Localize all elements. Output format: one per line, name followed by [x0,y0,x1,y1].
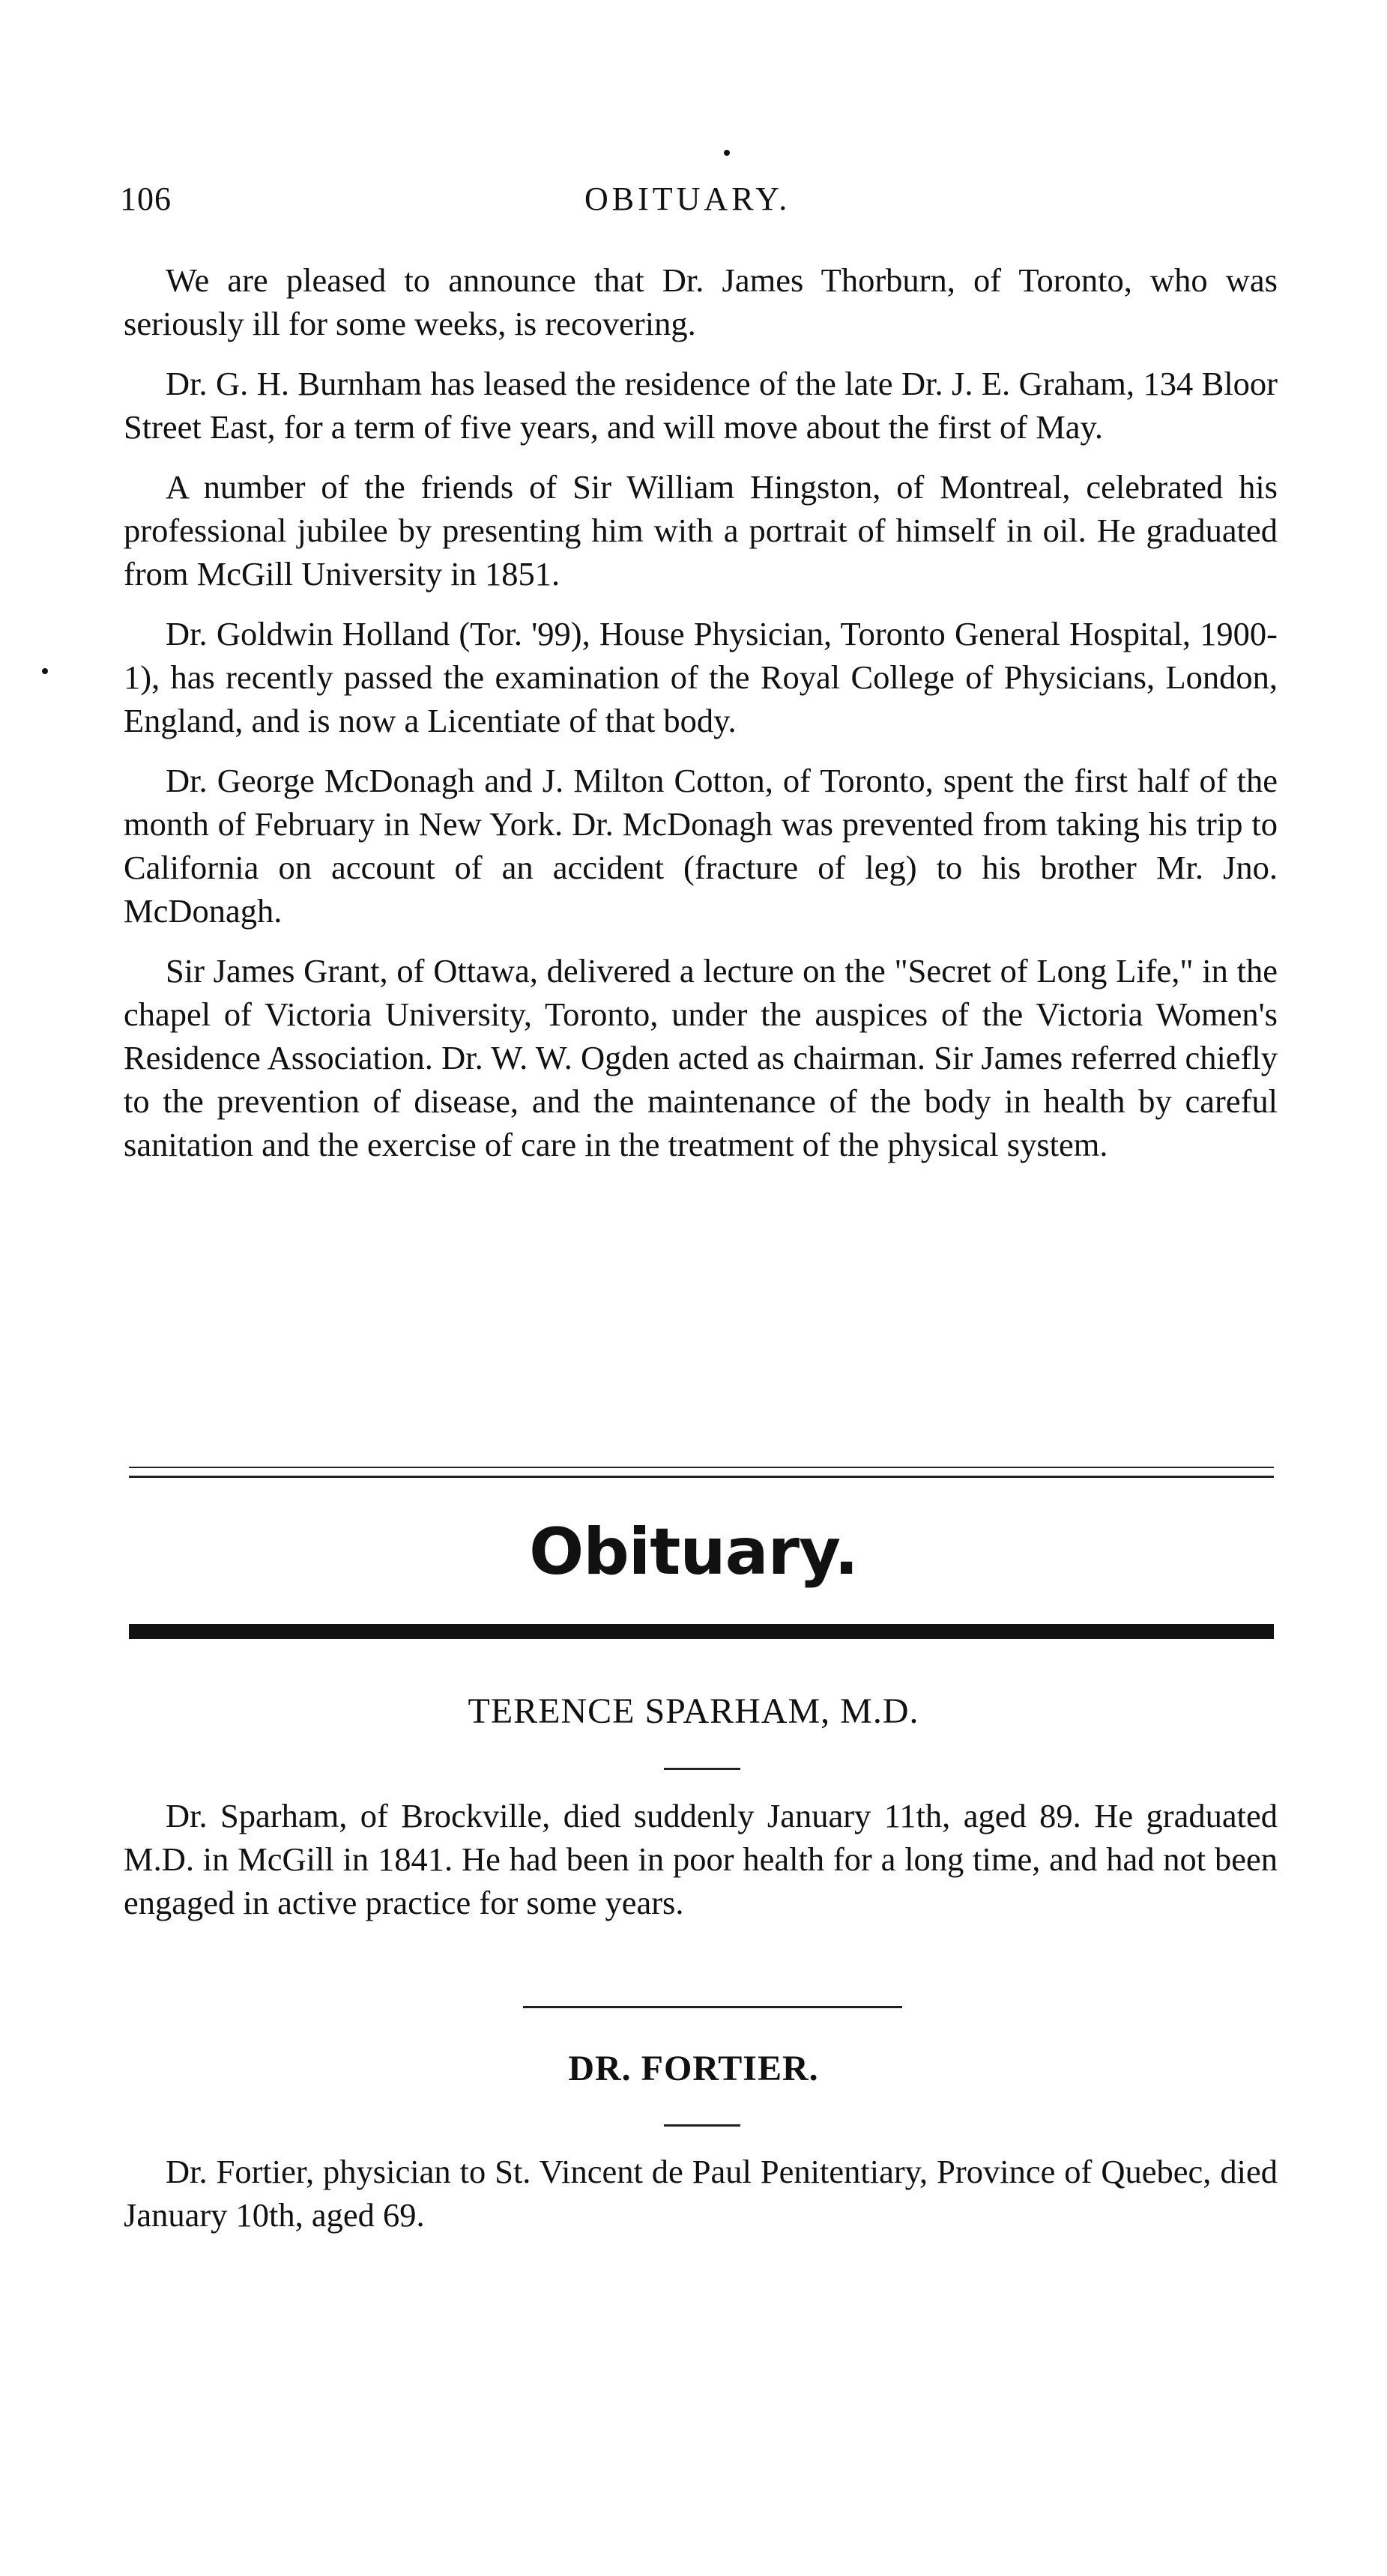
heading-rule [129,1624,1274,1639]
title-rule [664,2124,740,2127]
paragraph-holland: Dr. Goldwin Holland (Tor. '99), House Physician, Toronto General Hospital, 1900-1), has recently passed the examination of the Royal College of Physicians, London, England, and is now a Licentiate of that body. [124,615,1278,739]
paragraph-burnham: Dr. G. H. Burnham has leased the residence of the late Dr. J. E. Graham, 134 Bloor Street East, for a term of five years, and will move about the first of May. [124,365,1278,446]
paragraph-thorburn: We are pleased to announce that Dr. James Thorburn, of Toronto, who was seriously ill for some weeks, is recovering. [124,261,1278,342]
paragraph-hingston: A number of the friends of Sir William Hingston, of Montreal, celebrated his professional jubilee by presenting him with a portrait of himself in oil. He graduated from McGill University in 1851. [124,468,1278,593]
obituary-entry-title: TERENCE SPARHAM, M.D. [468,1691,919,1731]
running-title: OBITUARY. [584,181,791,217]
obituary-entry-title: DR. FORTIER. [568,2049,819,2088]
paragraph-mcdonagh: Dr. George McDonagh and J. Milton Cotton, of Toronto, spent the first half of the month of February in New York. Dr. McDonagh was prevented from taking his trip to California on account of an accident (fracture of leg) to his brother Mr. Jno. McDonagh. [124,762,1278,930]
obituary-entry-text: Dr. Fortier, physician to St. Vincent de Paul Penitentiary, Province of Quebec, died January 10th, aged 69. [124,2153,1278,2234]
print-speck [724,150,730,156]
title-rule [664,1768,740,1770]
obituary-entry-text: Dr. Sparham, of Brockville, died suddenly January 11th, aged 89. He graduated M.D. in McGill in 1841. He had been in poor health for a long time, and had not been engaged in active practice for some years. [124,1797,1278,1921]
paragraph-grant: Sir James Grant, of Ottawa, delivered a lecture on the "Secret of Long Life," in the chapel of Victoria University, Toronto, under the auspices of the Victoria Women's Residence Association. Dr. W. W. Ogden acted as chairman. Sir James referred chiefly to the prevention of disease, and the maintenance of the body in health by careful sanitation and the exercise of care in the treatment of the physical system. [124,952,1278,1163]
obituary-heading: Obituary. [529,1515,858,1589]
margin-mark [42,668,48,674]
page-number: 106 [120,181,172,217]
news-notes [124,258,1278,1183]
entry-divider [523,2006,902,2008]
page-header [120,180,1274,232]
section-divider [129,1467,1274,1478]
